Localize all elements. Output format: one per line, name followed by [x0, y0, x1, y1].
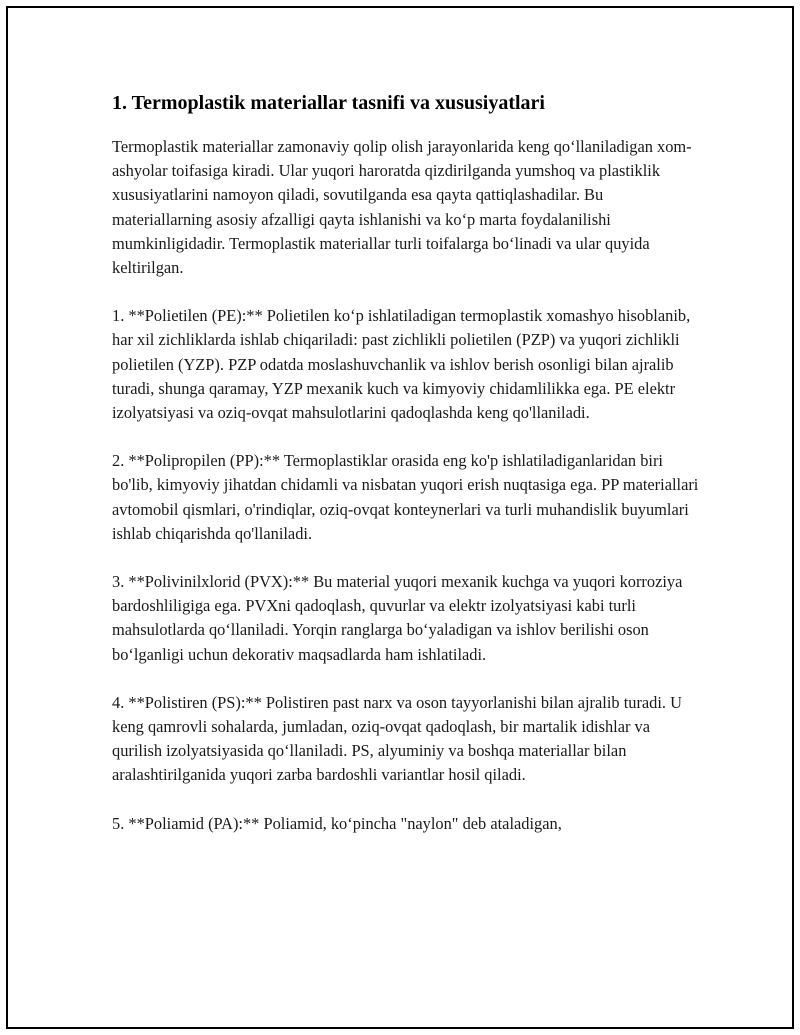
section-heading: 1. Termoplastik materiallar tasnifi va xususiyatlari [112, 92, 545, 114]
paragraph-polyamide: 5. **Poliamid (PA):** Poliamid, ko‘pincha "naylon" deb ataladigan, [112, 813, 562, 833]
paragraph-polystyrene: 4. **Polistiren (PS):** Polistiren past narx va oson tayyorlanishi bilan ajralib turadi. U keng qamrovli sohalarda, jumladan, oziq-ovqat qadoqlash, bir martalik idishlar va qurilish izolyatsiyasida qo‘llaniladi. PS, alyuminiy va boshqa materiallar bilan aralashtirilganida yuqori zarba bardoshli variantlar hosil qiladi. [112, 692, 682, 785]
paragraph-pvc: 3. **Polivinilxlorid (PVX):** Bu material yuqori mexanik kuchga va yuqori korroziya bardoshliligiga ega. PVXni qadoqlash, quvurlar va elektr izolyatsiyasi kabi turli mahsulotlarda qo‘llaniladi. Yorqin ranglarga bo‘yaladigan va ishlov berilishi oson bo‘lganligi uchun dekorativ maqsadlarda ham ishlatiladi. [112, 572, 683, 664]
intro-paragraph: Termoplastik materiallar zamonaviy qolip olish jarayonlarida keng qo‘llaniladigan xom-ashyolar toifasiga kiradi. Ular yuqori haroratda qizdirilganda yumshoq va plastiklik xususiyatlarini namoyon qiladi, sovutilganda esa qayta qattiqlashadilar. Bu materiallarning asosiy afzalligi qayta ishlanishi va ko‘p marta foydalanilishi mumkinligidadir. Termoplastik materiallar turli toifalarga bo‘linadi va ular quyida keltirilgan. [112, 137, 692, 278]
document-body [112, 90, 702, 860]
paragraph-polyethylene: 1. **Polietilen (PE):** Polietilen ko‘p ishlatiladigan termoplastik xomashyo hisoblanib, har xil zichliklarda ishlab chiqariladi: past zichlikli polietilen (PZP) va yuqori zichlikli polietilen (YZP). PZP odatda moslashuvchanlik va ishlov berish osonligi bilan ajralib turadi, shunga qaramay, YZP mexanik kuch va kimyoviy chidamlilikka ega. PE elektr izolyatsiyasi va oziq-ovqat mahsulotlarini qadoqlashda keng qo'llaniladi. [112, 306, 691, 423]
paragraph-polypropylene: 2. **Polipropilen (PP):** Termoplastiklar orasida eng ko'p ishlatiladiganlaridan biri bo'lib, kimyoviy jihatdan chidamli va nisbatan yuqori erish nuqtasiga ega. PP materiallari avtomobil qismlari, o'rindiqlar, oziq-ovqat konteynerlari va turli muhandislik buyumlari ishlab chiqarishda qo'llaniladi. [112, 451, 699, 543]
